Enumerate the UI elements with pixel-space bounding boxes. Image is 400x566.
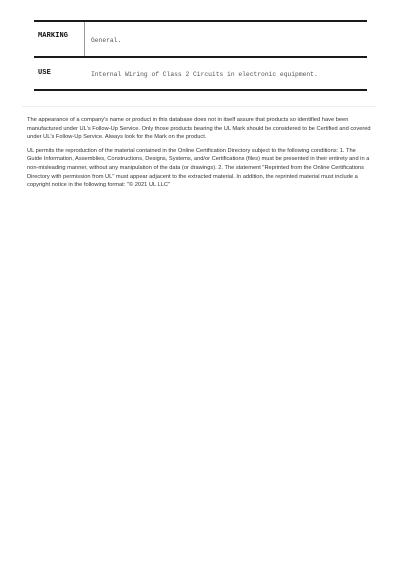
reprint-policy-paragraph: UL permits the reproduction of the material contained in the Online Certification Directory subject to the following conditions: 1. The Guide Information, Assemblies, Constructions, Designs, Systems, and/or Certifications (files) must be presented in their entirety and in a non-misleading manner, without any manipulation of the data (or drawings). 2. The statement "Reprinted from the Online Certifications Directory with permission from UL" must appear adjacent to the extracted material. In addition, the reprinted material must include a copyright notice in the following format: "© 2021 UL LLC" — [27, 147, 370, 189]
table-row-use — [34, 56, 367, 91]
disclaimer-paragraph: The appearance of a company's name or product in this database does not in itself assure that products so identified have been manufactured under UL's Follow-Up Service. Only those products bearing the UL Mark should be considered to be Certified and covered under UL's Follow-Up Service. Always look for the Mark on the product. — [27, 117, 371, 141]
marking-value: General. — [91, 37, 122, 44]
marking-label: MARKING — [38, 32, 69, 40]
spec-table — [34, 20, 367, 91]
section-divider — [22, 106, 376, 107]
table-row-marking — [34, 20, 367, 56]
legal-notes — [27, 116, 371, 195]
use-value: Internal Wiring of Class 2 Circuits in electronic equipment. — [91, 71, 318, 78]
column-divider — [84, 22, 85, 56]
use-label: USE — [38, 69, 51, 77]
